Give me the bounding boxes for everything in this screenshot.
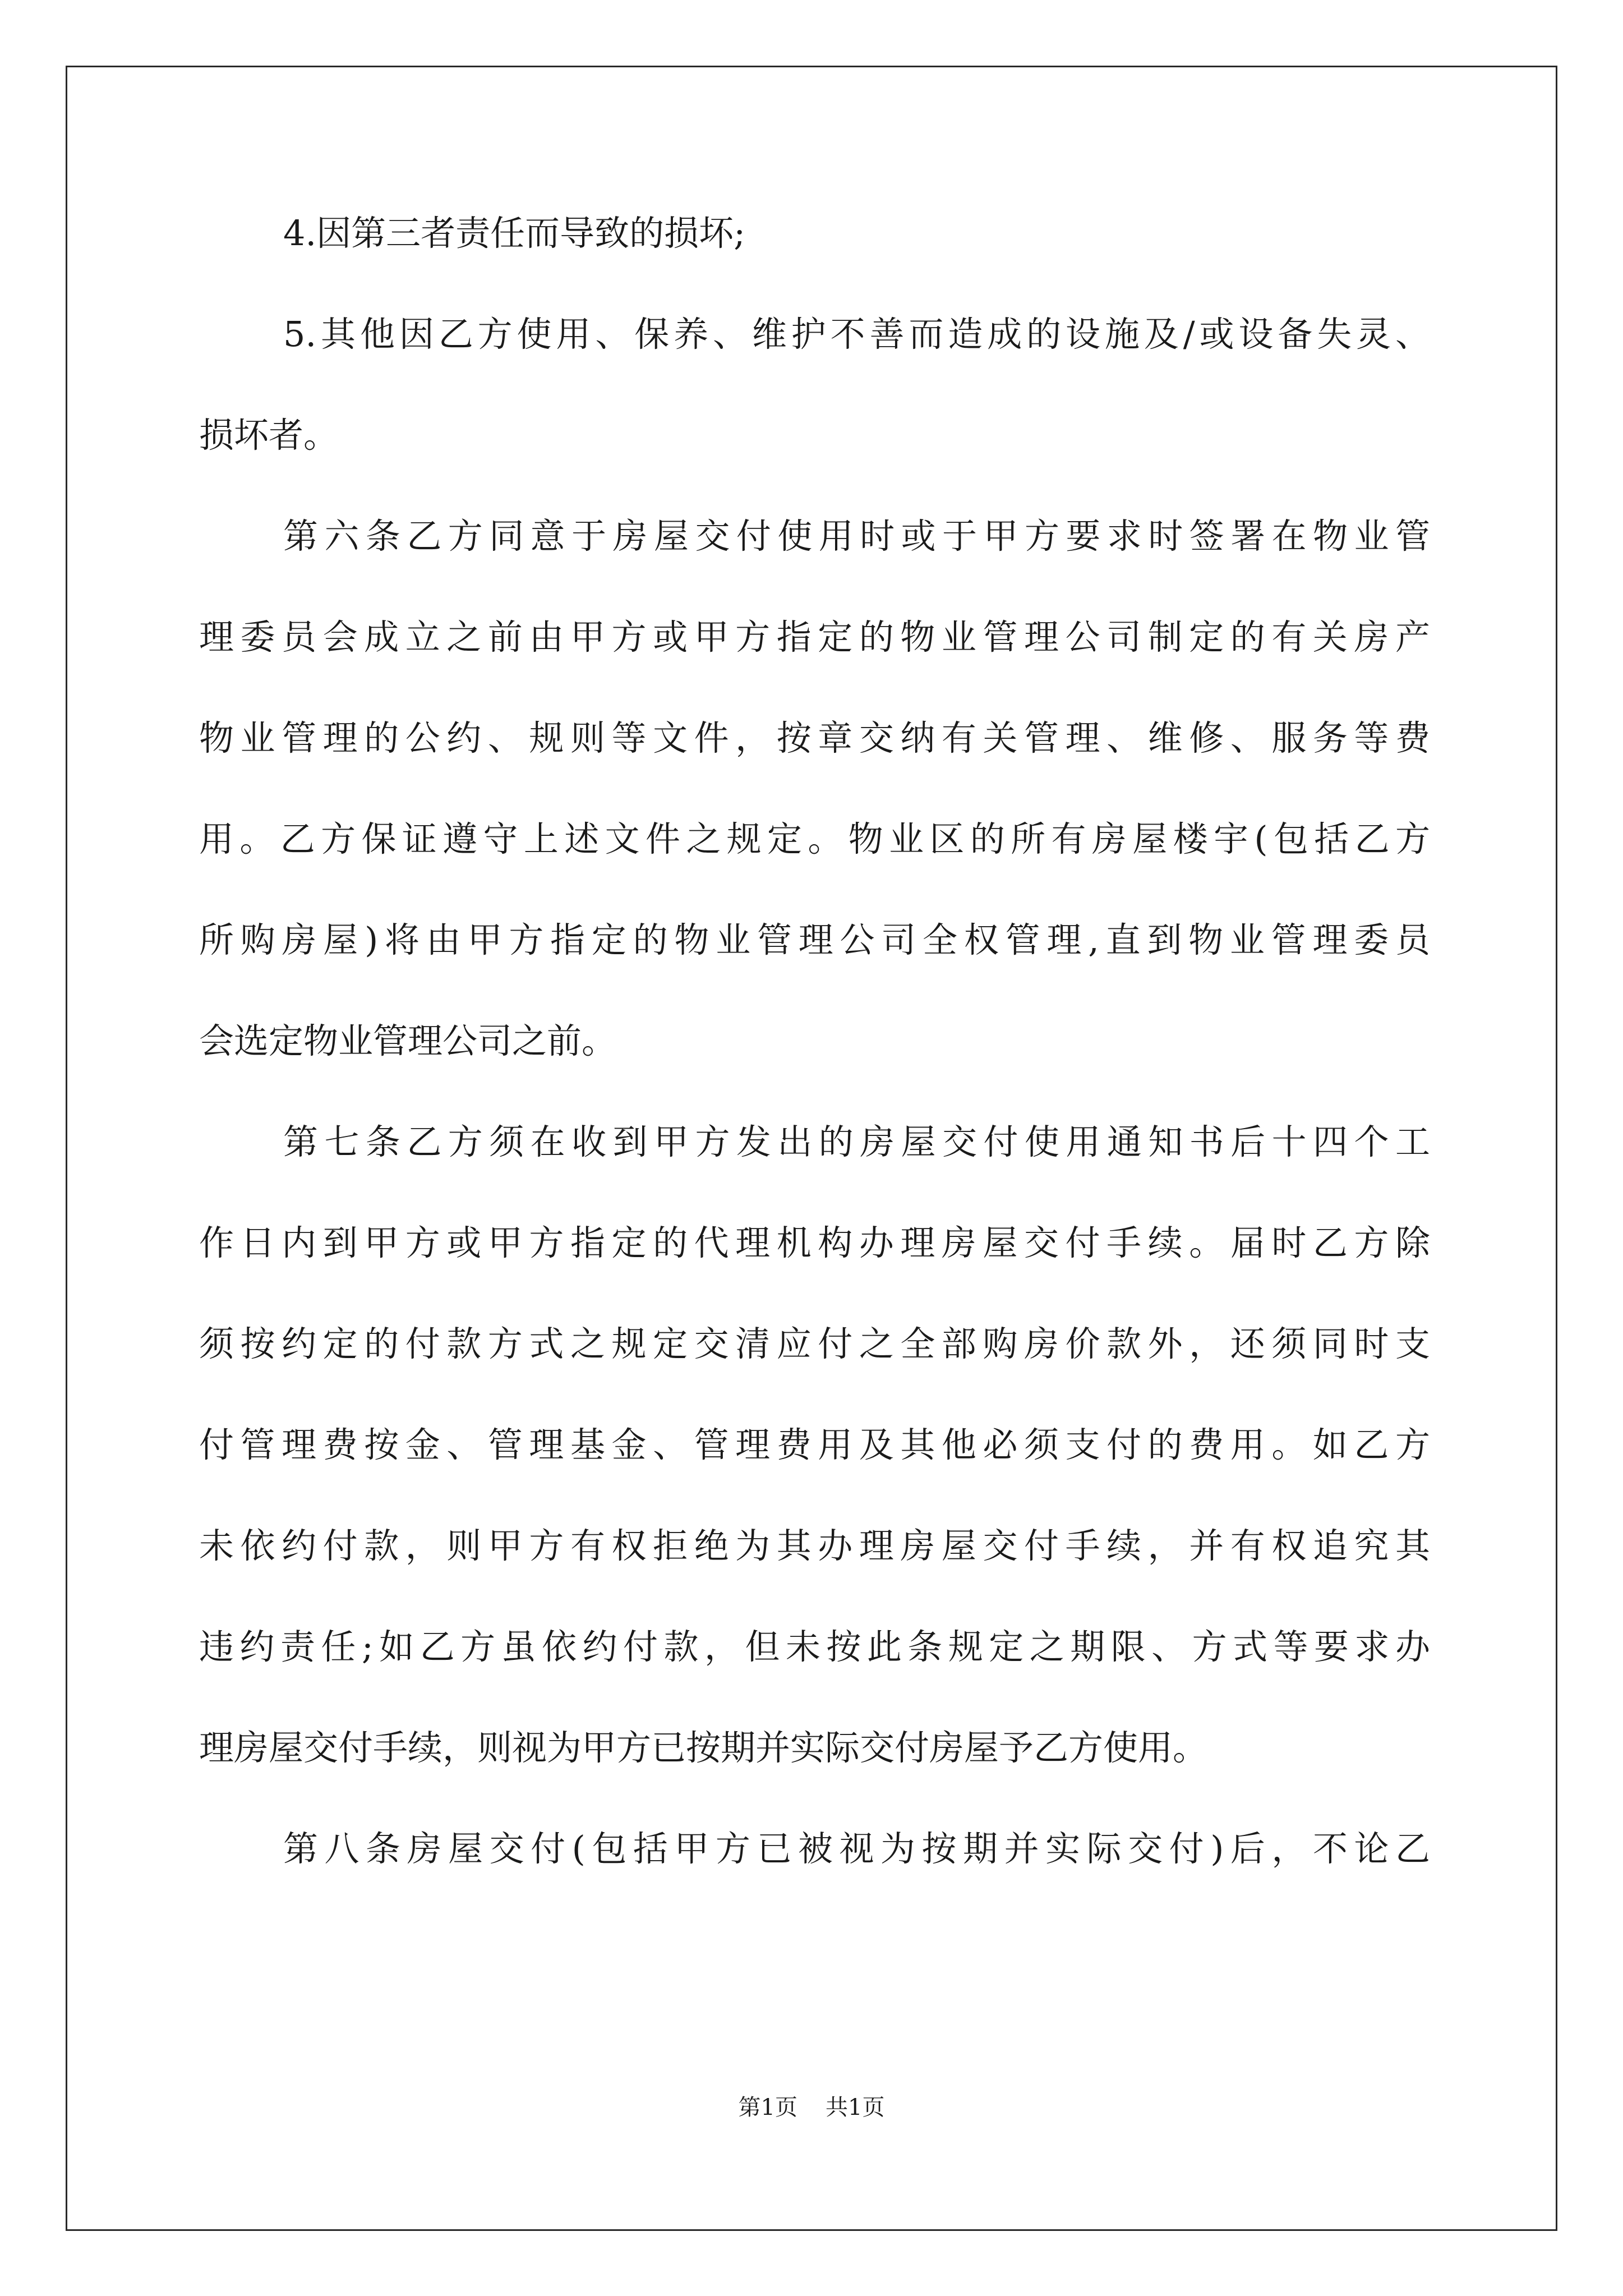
page-footer	[0, 2094, 1623, 2121]
text-line: 须按约定的付款方式之规定交清应付之全部购房价款外，还须同时支	[199, 1323, 1430, 1364]
text-line: 理委员会成立之前由甲方或甲方指定的物业管理公司制定的有关房产	[199, 616, 1430, 657]
text-line: 会选定物业管理公司之前。	[199, 1020, 617, 1061]
page-number: 第1页	[738, 2095, 797, 2120]
text-line: 第八条房屋交付(包括甲方已被视为按期并实际交付)后，不论乙	[283, 1828, 1430, 1869]
text-line: 理房屋交付手续，则视为甲方已按期并实际交付房屋予乙方使用。	[199, 1727, 1208, 1768]
text-line: 第六条乙方同意于房屋交付使用时或于甲方要求时签署在物业管	[283, 516, 1430, 556]
text-line: 未依约付款，则甲方有权拒绝为其办理房屋交付手续，并有权追究其	[199, 1525, 1430, 1566]
text-line: 损坏者。	[199, 415, 339, 455]
text-line: 第七条乙方须在收到甲方发出的房屋交付使用通知书后十四个工	[283, 1121, 1430, 1162]
text-line: 作日内到甲方或甲方指定的代理机构办理房屋交付手续。届时乙方除	[199, 1222, 1430, 1263]
document-body	[199, 213, 1430, 1930]
text-line: 4.因第三者责任而导致的损坏;	[283, 213, 746, 254]
text-line: 5.其他因乙方使用、保养、维护不善而造成的设施及/或设备失灵、	[283, 314, 1430, 355]
text-line: 物业管理的公约、规则等文件，按章交纳有关管理、维修、服务等费	[199, 717, 1430, 758]
text-line: 所购房屋)将由甲方指定的物业管理公司全权管理,直到物业管理委员	[199, 919, 1430, 960]
text-line: 违约责任;如乙方虽依约付款，但未按此条规定之期限、方式等要求办	[199, 1626, 1430, 1667]
total-pages: 共1页	[826, 2095, 885, 2120]
text-line: 付管理费按金、管理基金、管理费用及其他必须支付的费用。如乙方	[199, 1424, 1430, 1465]
text-line: 用。乙方保证遵守上述文件之规定。物业区的所有房屋楼宇(包括乙方	[199, 818, 1430, 859]
